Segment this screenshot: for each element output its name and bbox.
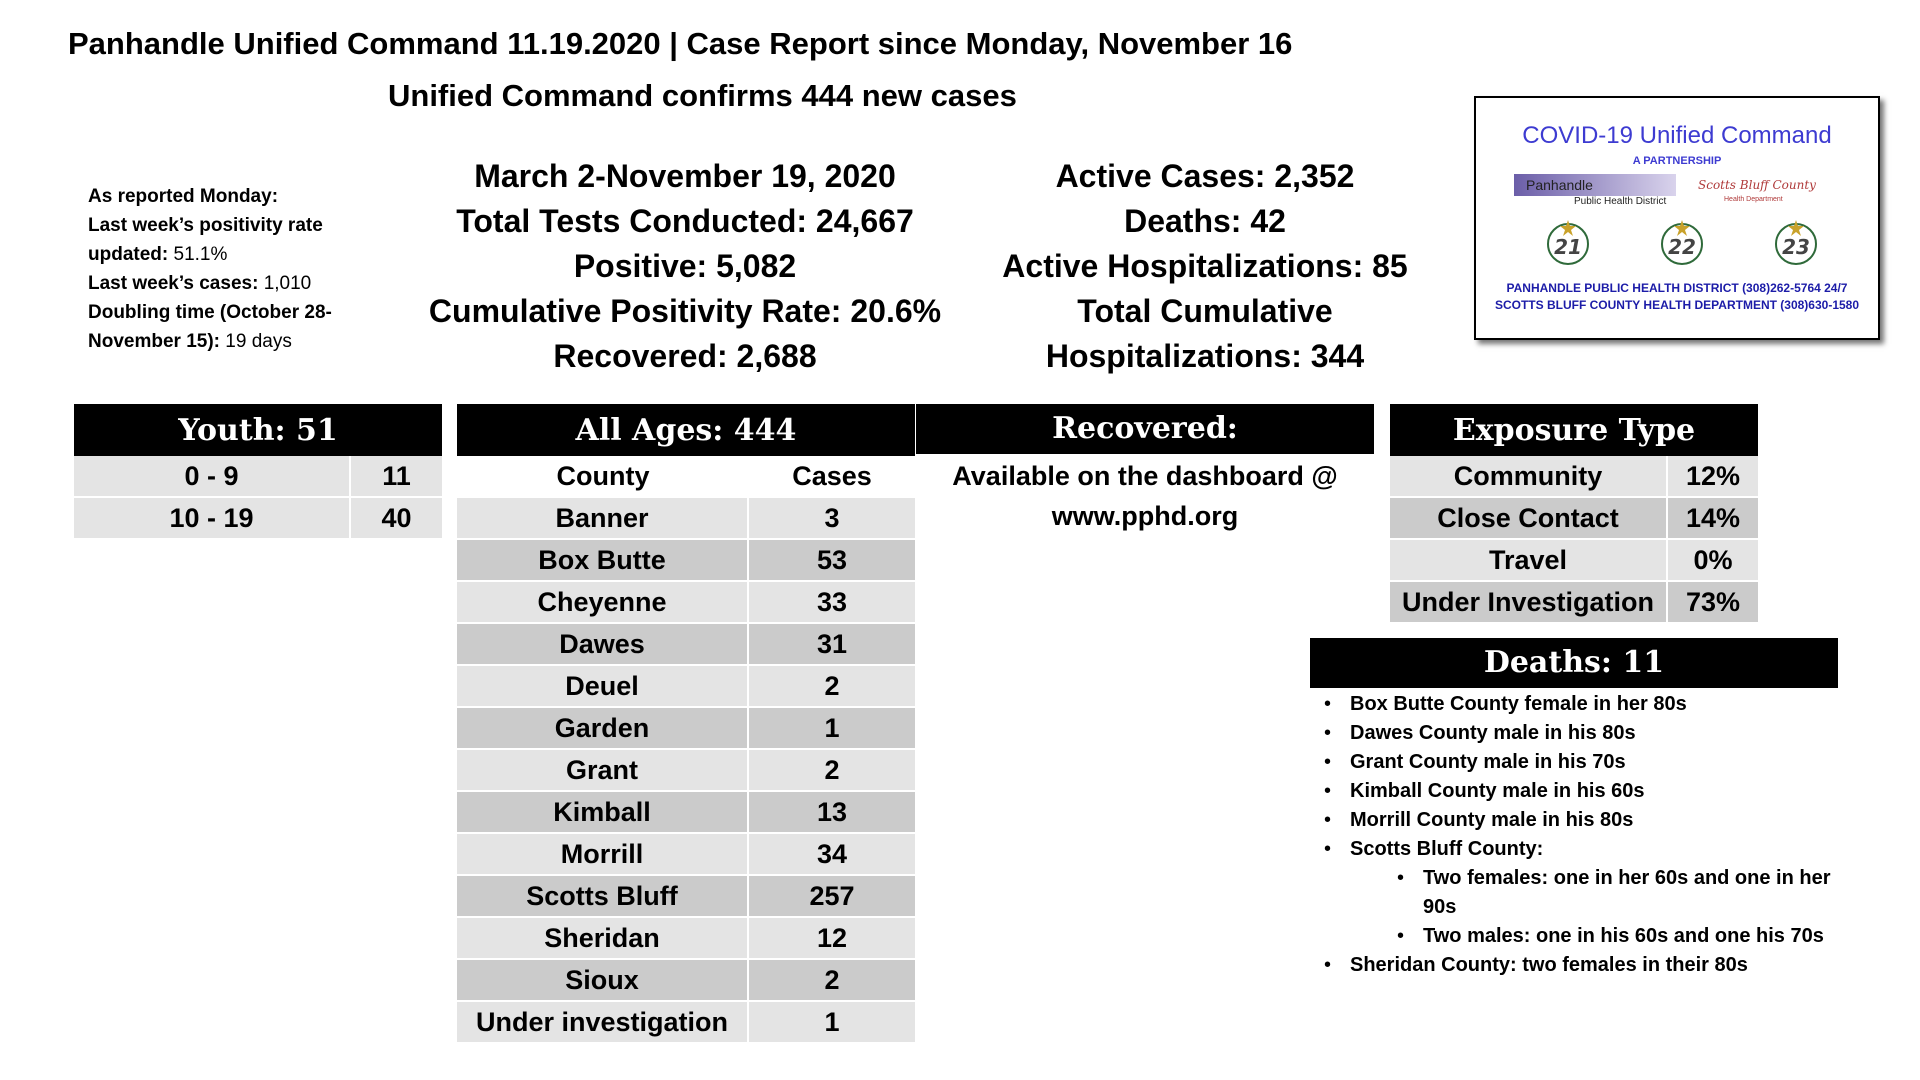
county-cell: Morrill <box>457 832 749 874</box>
sub-list-item: • Two females: one in her 60s and one in her 90s <box>1423 864 1852 922</box>
county-cell: Banner <box>457 496 749 538</box>
table-row <box>457 958 915 1000</box>
county-cell: Deuel <box>457 664 749 706</box>
cases-label: Last week’s cases: <box>88 273 259 294</box>
deaths-list <box>1312 690 1852 980</box>
badge-22-label: 22 <box>1668 235 1696 259</box>
stat-positive: Positive: 5,082 <box>573 248 797 284</box>
cases-cell: 33 <box>749 580 915 622</box>
youth-range: 10 - 19 <box>74 496 351 538</box>
badge-21-label: 21 <box>1554 235 1582 259</box>
exposure-type: Community <box>1390 456 1668 496</box>
table-row <box>1390 538 1758 580</box>
list-item: • Sheridan County: two females in their 80s <box>1350 951 1852 980</box>
list-item: • Box Butte County female in her 80s <box>1350 690 1852 719</box>
youth-table <box>74 404 442 538</box>
table-row <box>74 456 442 496</box>
cases-cell: 1 <box>749 706 915 748</box>
cases-cell: 31 <box>749 622 915 664</box>
doubling-value: 19 days <box>225 331 292 352</box>
cases-cell: 12 <box>749 916 915 958</box>
table-row <box>457 664 915 706</box>
deaths-header: Deaths: 11 <box>1310 638 1838 688</box>
table-row <box>457 622 915 664</box>
exposure-type: Under Investigation <box>1390 580 1668 622</box>
cases-cell: 2 <box>749 748 915 790</box>
table-row <box>457 874 915 916</box>
county-cell: Under investigation <box>457 1000 749 1042</box>
stat-deaths: Deaths: 42 <box>1124 203 1286 239</box>
table-row <box>457 538 915 580</box>
doubling-label: Doubling time (October 28-November 15): <box>88 302 332 352</box>
cases-cell: 257 <box>749 874 915 916</box>
youth-count: 11 <box>351 456 442 496</box>
exposure-pct: 73% <box>1668 580 1758 622</box>
table-row <box>457 916 915 958</box>
county-cell: Scotts Bluff <box>457 874 749 916</box>
active-stats <box>990 154 1420 379</box>
sub-list-container <box>1350 864 1852 951</box>
table-row <box>1390 496 1758 538</box>
exposure-pct: 12% <box>1668 456 1758 496</box>
logo-subtitle: A PARTNERSHIP <box>1632 155 1722 167</box>
cases-cell: 13 <box>749 790 915 832</box>
youth-header: Youth: 51 <box>74 404 442 456</box>
stat-total-tests: Total Tests Conducted: 24,667 <box>456 203 914 239</box>
all-ages-header: All Ages: 444 <box>457 404 915 456</box>
county-cell: Kimball <box>457 790 749 832</box>
positivity-value: 51.1% <box>173 244 228 265</box>
cases-cell: 34 <box>749 832 915 874</box>
stat-date-range: March 2-November 19, 2020 <box>474 158 896 194</box>
cases-cell: 53 <box>749 538 915 580</box>
table-row <box>457 496 915 538</box>
district-23-badge-icon <box>1770 216 1822 268</box>
cases-column-header: Cases <box>749 456 915 496</box>
dashboard-link: www.pphd.org <box>1051 501 1239 531</box>
district-21-badge-icon <box>1542 216 1594 268</box>
county-cell: Cheyenne <box>457 580 749 622</box>
youth-range: 0 - 9 <box>74 456 351 496</box>
table-row <box>457 748 915 790</box>
exposure-pct: 14% <box>1668 496 1758 538</box>
table-row <box>457 832 915 874</box>
cumulative-stats <box>410 154 960 379</box>
district-badges <box>1542 216 1822 268</box>
county-cell: Sioux <box>457 958 749 1000</box>
list-item: • Scotts Bluff County: <box>1350 835 1852 864</box>
county-cell: Dawes <box>457 622 749 664</box>
table-row <box>457 706 915 748</box>
list-item: • Grant County male in his 70s <box>1350 748 1852 777</box>
pphd-logo-sub: Public Health District <box>1574 196 1667 207</box>
stat-active-hospitalizations: Active Hospitalizations: 85 <box>1002 248 1408 284</box>
report-subtitle: Unified Command confirms 444 new cases <box>388 78 1017 113</box>
county-cell: Sheridan <box>457 916 749 958</box>
table-row <box>457 1000 915 1042</box>
stat-active-cases: Active Cases: 2,352 <box>1055 158 1355 194</box>
table-row <box>74 496 442 538</box>
county-cell: Garden <box>457 706 749 748</box>
report-title: Panhandle Unified Command 11.19.2020 | Case Report since Monday, November 16 <box>68 26 1293 61</box>
stat-total-cumulative: Total Cumulative <box>1077 293 1333 329</box>
county-cell: Grant <box>457 748 749 790</box>
stat-recovered: Recovered: 2,688 <box>553 338 817 374</box>
contact-sbc: SCOTTS BLUFF COUNTY HEALTH DEPARTMENT (308)630-1580 <box>1494 298 1860 312</box>
exposure-header: Exposure Type <box>1390 404 1758 456</box>
table-row <box>457 790 915 832</box>
logo-title: COVID-19 Unified Command <box>1522 122 1832 149</box>
pphd-logo: Panhandle <box>1514 174 1676 196</box>
unified-command-logo <box>1474 96 1880 340</box>
recovered-note <box>916 456 1374 536</box>
cases-value: 1,010 <box>263 273 312 294</box>
cases-cell: 3 <box>749 496 915 538</box>
list-item: • Kimball County male in his 60s <box>1350 777 1852 806</box>
exposure-table <box>1390 404 1758 622</box>
table-row <box>457 580 915 622</box>
list-item: • Morrill County male in his 80s <box>1350 806 1852 835</box>
stat-cumulative-hospitalizations: Hospitalizations: 344 <box>1045 338 1365 374</box>
exposure-type: Travel <box>1390 538 1668 580</box>
cases-cell: 1 <box>749 1000 915 1042</box>
recovered-line1: Available on the dashboard @ <box>952 461 1338 491</box>
youth-count: 40 <box>351 496 442 538</box>
monday-heading: As reported Monday: <box>88 186 279 207</box>
all-ages-table <box>457 404 915 1042</box>
sbc-logo: Scotts Bluff County <box>1698 178 1816 192</box>
badge-23-label: 23 <box>1782 235 1810 259</box>
cases-cell: 2 <box>749 664 915 706</box>
monday-summary <box>88 182 388 356</box>
county-cell: Box Butte <box>457 538 749 580</box>
list-item: • Dawes County male in his 80s <box>1350 719 1852 748</box>
positivity-label: Last week’s positivity rate updated: <box>88 215 323 265</box>
logo-contact <box>1476 280 1878 314</box>
sub-list-item: • Two males: one in his 60s and one his 70s <box>1423 922 1852 951</box>
exposure-type: Close Contact <box>1390 496 1668 538</box>
district-22-badge-icon <box>1656 216 1708 268</box>
recovered-header: Recovered: <box>916 404 1374 454</box>
table-row <box>1390 580 1758 622</box>
contact-pphd: PANHANDLE PUBLIC HEALTH DISTRICT (308)262-5764 24/7 <box>1506 281 1848 295</box>
county-column-header: County <box>457 456 749 496</box>
exposure-pct: 0% <box>1668 538 1758 580</box>
sbc-logo-sub: Health Department <box>1724 196 1783 203</box>
cases-cell: 2 <box>749 958 915 1000</box>
stat-positivity-rate: Cumulative Positivity Rate: 20.6% <box>428 293 942 329</box>
table-row <box>1390 456 1758 496</box>
